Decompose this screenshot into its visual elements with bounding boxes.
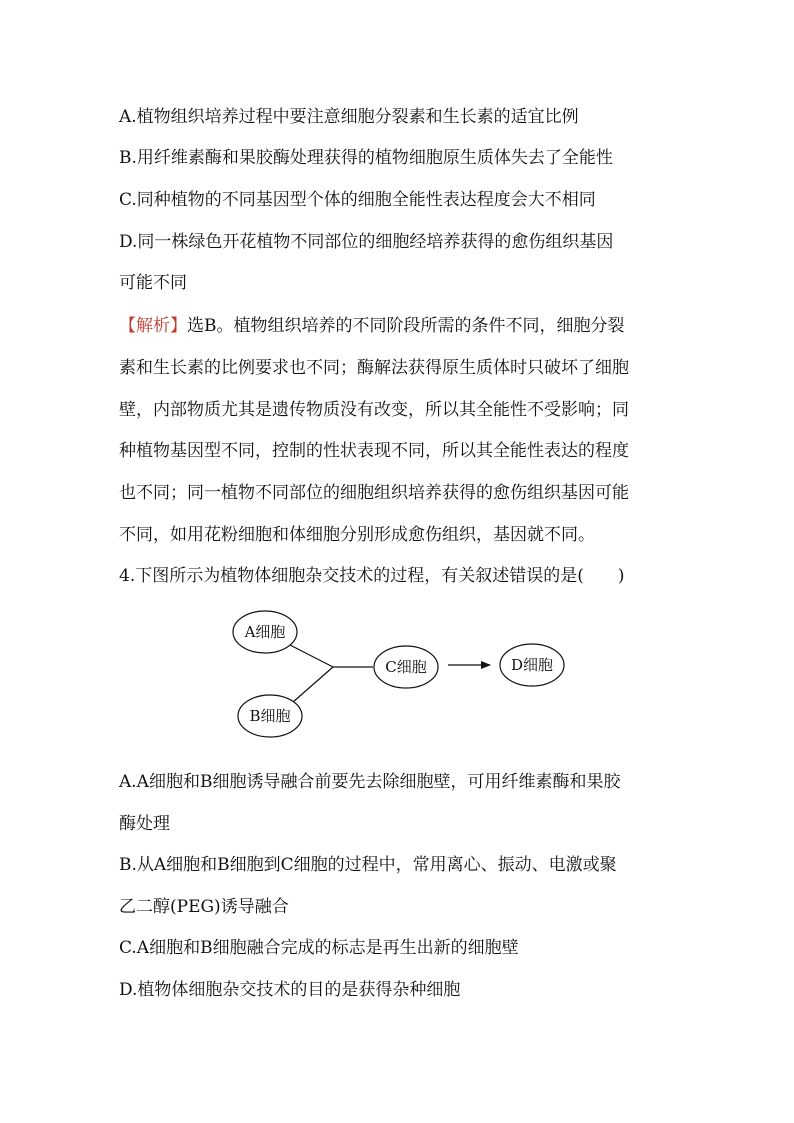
analysis-line-2: 素和生长素的比例要求也不同；酶解法获得原生质体时只破坏了细胞 (119, 358, 629, 378)
connector-a (290, 645, 333, 667)
q4-option-a: A.A细胞和B细胞诱导融合前要先去除细胞壁，可用纤维素酶和果胶 (119, 772, 621, 792)
analysis-line-3: 壁，内部物质尤其是遗传物质没有改变，所以其全能性不受影响；同 (119, 400, 629, 420)
analysis-line-6: 不同，如用花粉细胞和体细胞分别形成愈伤组织，基因就不同。 (119, 525, 595, 545)
q4-option-b-continued: 乙二醇(PEG)诱导融合 (119, 897, 289, 917)
q4-option-a-continued: 酶处理 (119, 814, 170, 834)
option-a: A.植物组织培养过程中要注意细胞分裂素和生长素的适宜比例 (119, 107, 579, 127)
node-c (374, 646, 438, 688)
analysis-text: 选B。植物组织培养的不同阶段所需的条件不同，细胞分裂 (187, 316, 625, 336)
node-a-label: A细胞 (244, 623, 286, 641)
option-b: B.用纤维素酶和果胶酶处理获得的植物细胞原生质体失去了全能性 (119, 148, 613, 168)
node-d (500, 644, 564, 686)
analysis-tag: 【解析】 (119, 316, 187, 336)
q4-option-c: C.A细胞和B细胞融合完成的标志是再生出新的细胞壁 (119, 938, 519, 958)
node-b (238, 695, 302, 737)
question4-stem: 4.下图所示为植物体细胞杂交技术的过程，有关叙述错误的是( ) (119, 566, 625, 586)
node-a (233, 611, 297, 653)
option-d-continued: 可能不同 (119, 273, 187, 293)
node-b-label: B细胞 (249, 707, 291, 725)
node-d-label: D细胞 (510, 656, 554, 674)
option-c: C.同种植物的不同基因型个体的细胞全能性表达程度会大不相同 (119, 190, 596, 210)
node-c-label: C细胞 (385, 658, 427, 676)
analysis-line-4: 种植物基因型不同，控制的性状表现不同，所以其全能性表达的程度 (119, 441, 629, 461)
option-d: D.同一株绿色开花植物不同部位的细胞经培养获得的愈伤组织基因 (119, 232, 614, 252)
q4-option-d: D.植物体细胞杂交技术的目的是获得杂种细胞 (119, 980, 461, 1000)
analysis-line-5: 也不同；同一植物不同部位的细胞组织培养获得的愈伤组织基因可能 (119, 483, 629, 503)
q4-option-b: B.从A细胞和B细胞到C细胞的过程中，常用离心、振动、电激或聚 (119, 855, 617, 875)
connector-b (293, 667, 333, 702)
